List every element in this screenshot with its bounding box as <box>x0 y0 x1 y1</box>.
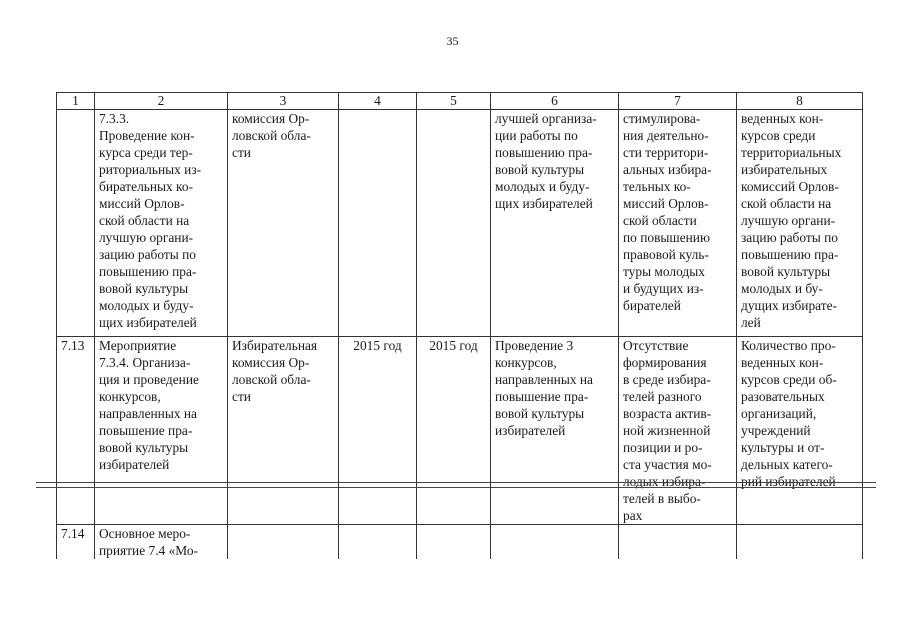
column-header-5: 5 <box>417 93 491 110</box>
consequences: стимулирова- ния деятельно- сти территори- альных избира- тельных ко- миссий Орлов- ской области по повышению правовой куль- туры молодых и будущих из- бирателей <box>619 110 737 337</box>
end-period: 2015 год <box>417 337 491 525</box>
column-header-6: 6 <box>491 93 619 110</box>
page-break-line <box>36 482 876 483</box>
responsible-executor: Избирательная комиссия Ор- ловской обла- сти <box>228 337 339 525</box>
column-header-4: 4 <box>339 93 417 110</box>
column-header-3: 3 <box>228 93 339 110</box>
expected-result <box>491 525 619 560</box>
end-period <box>417 525 491 560</box>
start-period: 2015 год <box>339 337 417 525</box>
page-break-line <box>36 487 876 488</box>
table-row <box>57 525 863 560</box>
header-row <box>57 93 863 110</box>
row-number <box>57 110 95 337</box>
responsible-executor: комиссия Ор- ловской обла- сти <box>228 110 339 337</box>
indicator <box>737 525 863 560</box>
start-period <box>339 110 417 337</box>
responsible-executor <box>228 525 339 560</box>
column-header-8: 8 <box>737 93 863 110</box>
table-row <box>57 110 863 337</box>
expected-result: лучшей организа- ции работы по повышению пра- вовой культуры молодых и буду- щих избирателей <box>491 110 619 337</box>
column-header-7: 7 <box>619 93 737 110</box>
indicator: веденных кон- курсов среди территориальных избирательных комиссий Орлов- ской области на лучшую органи- зацию работы по повышению пра- вовой культуры молодых и бу- дущих избирате- лей <box>737 110 863 337</box>
table-row <box>57 337 863 525</box>
expected-result: Проведение 3 конкурсов, направленных на повышение пра- вовой культуры избирателей <box>491 337 619 525</box>
start-period <box>339 525 417 560</box>
program-table <box>56 92 863 559</box>
consequences: Отсутствие формирования в среде избира- телей разного возраста актив- ной жизненной позиции и ро- ста участия мо- лодых избира- телей в выбо- рах <box>619 337 737 525</box>
consequences <box>619 525 737 560</box>
row-number: 7.13 <box>57 337 95 525</box>
row-number: 7.14 <box>57 525 95 560</box>
end-period <box>417 110 491 337</box>
activity-name: Основное меро- приятие 7.4 «Мо- <box>95 525 228 560</box>
indicator: Количество про- веденных кон- курсов среди об- разовательных организаций, учреждений культуры и от- дельных катего- рий избирателей <box>737 337 863 525</box>
page-number: 35 <box>446 34 459 48</box>
column-header-1: 1 <box>57 93 95 110</box>
activity-name: 7.3.3. Проведение кон- курса среди тер- риториальных из- бирательных ко- миссий Орлов- ской области на лучшую органи- зацию работы по повышению пра- вовой культуры молодых и буду- щих избирателей <box>95 110 228 337</box>
column-header-2: 2 <box>95 93 228 110</box>
activity-name: Мероприятие 7.3.4. Организа- ция и проведение конкурсов, направленных на повышение пра- вовой культуры избирателей <box>95 337 228 525</box>
